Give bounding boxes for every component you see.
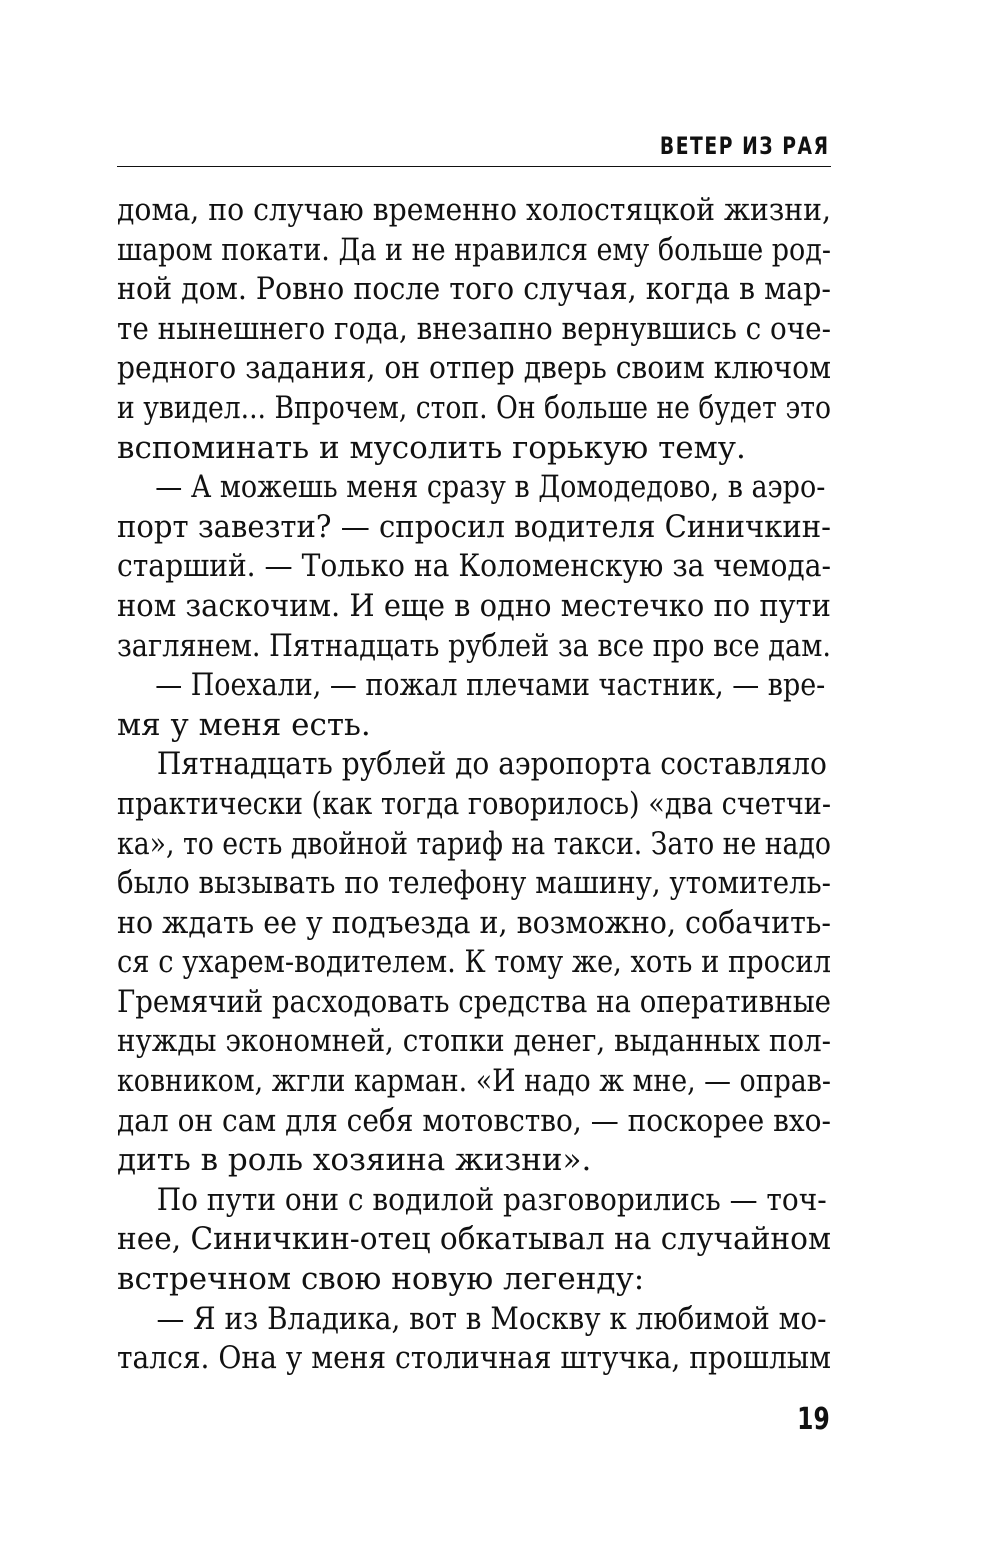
text-line: тался. Она у меня столичная штучка, прошлым (117, 1340, 831, 1377)
text-line: ка», то есть двойной тариф на такси. Зато не надо (117, 825, 832, 862)
text-line: ной дом. Ровно после того случая, когда в мар- (117, 271, 831, 308)
text-line: заглянем. Пятнадцать рублей за все про все дам. (117, 627, 831, 664)
text-line: старший. — Только на Коломенскую за чемода- (117, 548, 831, 585)
text-line: Пятнадцать рублей до аэропорта составляло (156, 746, 827, 783)
body-text (117, 191, 831, 1379)
text-line: было вызывать по телефону машину, утомитель- (117, 865, 832, 902)
text-line: дома, по случаю временно холостяцкой жизни, (117, 192, 831, 228)
text-line: порт завезти? — спросил водителя Синичкин- (117, 508, 832, 545)
running-head-title: ВЕТЕР ИЗ РАЯ (660, 132, 830, 160)
text-line: ся с ухарем-водителем. К тому же, хоть и просил (117, 944, 831, 981)
text-line: По пути они с водилой разговорились — точ- (156, 1181, 827, 1218)
text-line: Гремячий расходовать средства на оперативные (117, 983, 832, 1020)
text-line: ном заскочим. И еще в одно местечко по пути (117, 587, 831, 624)
text-line: — Поехали, — пожал плечами частник, — вре- (155, 667, 826, 704)
text-line: дал он сам для себя мотовство, — поскорее вхо- (117, 1102, 831, 1139)
text-line: и увидел... Впрочем, стоп. Он больше не будет это (117, 389, 832, 426)
text-line: ковником, жгли карман. «И надо ж мне, — оправ- (117, 1063, 831, 1100)
header-rule (117, 166, 831, 167)
text-line: вспоминать и мусолить горькую тему. (117, 429, 746, 466)
text-line: но ждать ее у подъезда и, возможно, собачить- (117, 904, 831, 941)
text-line: практически (как тогда говорилось) «два счетчи- (117, 785, 832, 822)
text-line: — А можешь меня сразу в Домодедово, в аэро- (155, 469, 826, 506)
page-number: 19 (797, 1402, 830, 1437)
text-line: шаром покати. Да и не нравился ему больше род- (117, 231, 832, 268)
text-line: нужды экономней, стопки денег, выданных пол- (117, 1023, 832, 1060)
text-line: те нынешнего года, внезапно вернувшись с оче- (117, 310, 831, 347)
text-line: встречном свою новую легенду: (117, 1261, 645, 1298)
text-line: нее, Синичкин-отец обкатывал на случайном (117, 1221, 831, 1258)
text-line: редного задания, он отпер дверь своим ключом (117, 350, 831, 387)
text-line: мя у меня есть. (117, 706, 371, 743)
text-line: дить в роль хозяина жизни». (117, 1142, 592, 1179)
text-line: — Я из Владика, вот в Москву к любимой мо- (156, 1300, 827, 1337)
